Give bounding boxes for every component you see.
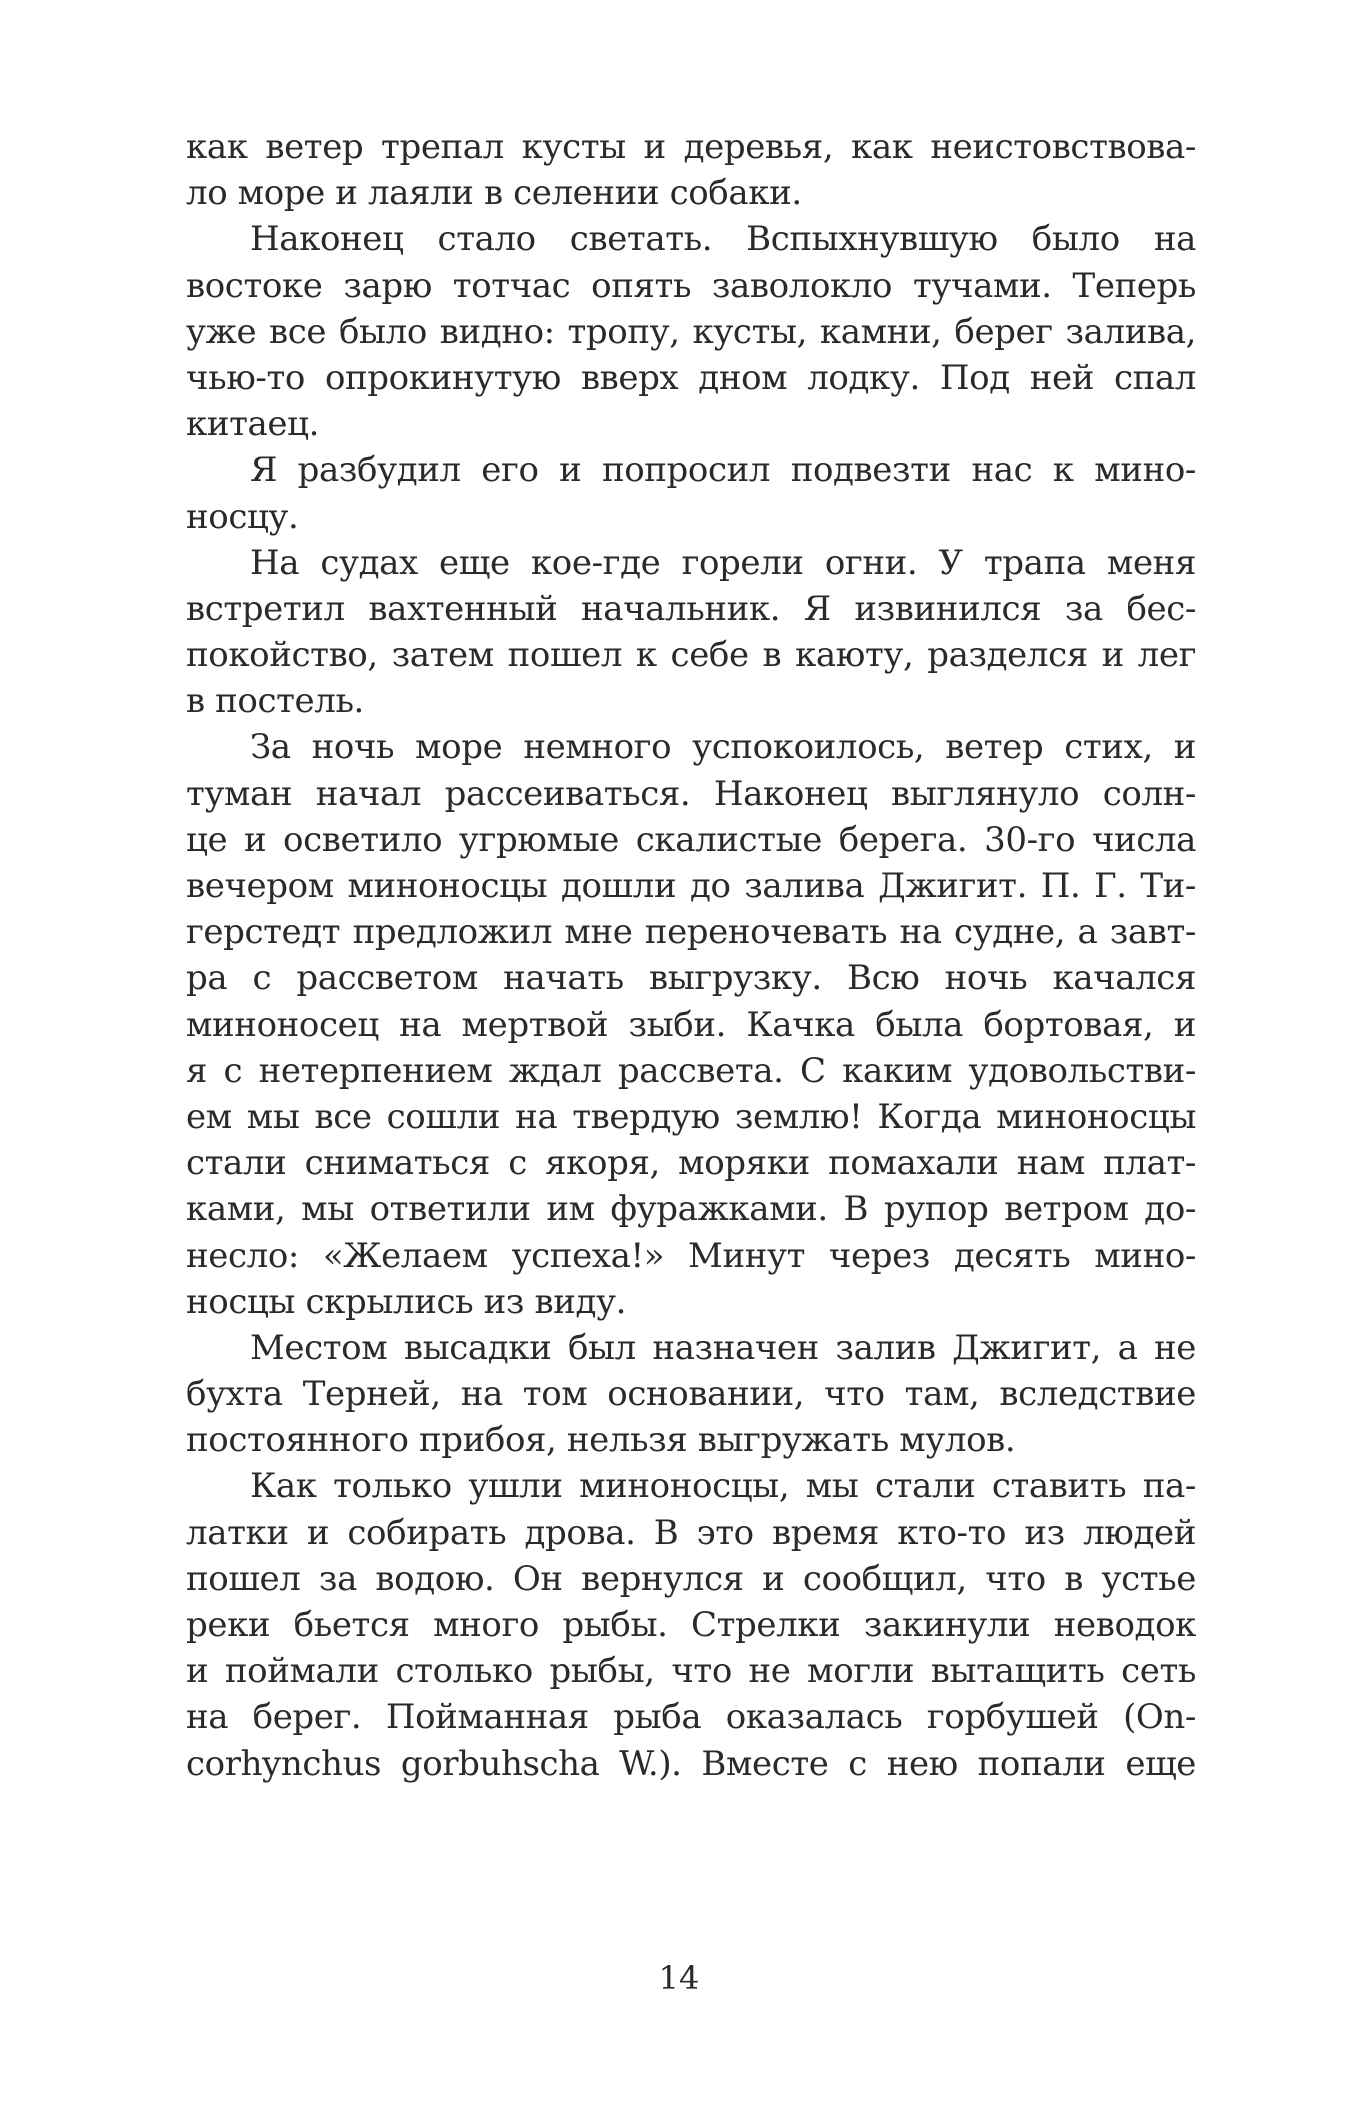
text-line: На судах еще кое-где горели огни. У трапа меня xyxy=(250,542,1196,583)
text-line: носцы скрылись из виду. xyxy=(186,1281,627,1322)
text-line: на берег. Пойманная рыба оказалась горбушей (On- xyxy=(186,1697,1196,1738)
text-line: Я разбудил его и попросил подвезти нас к мино- xyxy=(250,450,1196,491)
text-line: вечером миноносцы дошли до залива Джигит. П. Г. Ти- xyxy=(186,866,1196,906)
text-line: За ночь море немного успокоилось, ветер стих, и xyxy=(250,727,1196,768)
text-line: ками, мы ответили им фуражками. В рупор ветром до- xyxy=(186,1189,1196,1230)
text-line: туман начал рассеиваться. Наконец выглянуло солн- xyxy=(186,773,1196,814)
text-line: уже все было видно: тропу, кусты, камни, берег залива, xyxy=(186,311,1196,352)
text-line: Наконец стало светать. Вспыхнувшую было на xyxy=(250,219,1196,260)
text-line: покойство, затем пошел к себе в каюту, разделся и лег xyxy=(186,635,1196,676)
text-line: чью-то опрокинутую вверх дном лодку. Под ней спал xyxy=(186,357,1196,398)
text-line: миноносец на мертвой зыби. Качка была бортовая, и xyxy=(186,1004,1196,1045)
text-line: как ветер трепал кусты и деревья, как неистовствова- xyxy=(186,127,1196,167)
page-number: 14 xyxy=(658,1959,700,1997)
text-line: в постель. xyxy=(186,681,364,722)
text-line: и поймали столько рыбы, что не могли вытащить сеть xyxy=(186,1651,1196,1692)
text-line: востоке зарю тотчас опять заволокло тучами. Теперь xyxy=(186,265,1196,306)
text-line: ем мы все сошли на твердую землю! Когда миноносцы xyxy=(186,1096,1196,1137)
text-line: corhynchus gorbuhscha W.). Вместе с нею попали еще xyxy=(186,1743,1196,1784)
text-line: Местом высадки был назначен залив Джигит, а не xyxy=(250,1327,1196,1368)
text-line: стали сниматься с якоря, моряки помахали нам плат- xyxy=(186,1143,1196,1184)
text-line: ло море и лаяли в селении собаки. xyxy=(186,173,802,214)
text-line: китаец. xyxy=(186,404,319,445)
text-line: постоянного прибоя, нельзя выгружать мулов. xyxy=(186,1420,1016,1461)
text-line: несло: «Желаем успеха!» Минут через десять мино- xyxy=(186,1235,1196,1276)
text-line: я с нетерпением ждал рассвета. С каким удовольстви- xyxy=(186,1050,1196,1091)
text-line: носцу. xyxy=(186,496,299,537)
text-line: ра с рассветом начать выгрузку. Всю ночь качался xyxy=(186,958,1196,999)
text-line: бухта Терней, на том основании, что там, вследствие xyxy=(186,1374,1196,1415)
text-line: Как только ушли миноносцы, мы стали ставить па- xyxy=(250,1466,1196,1507)
body-text xyxy=(186,124,1196,1787)
text-line: це и осветило угрюмые скалистые берега. 30-го числа xyxy=(186,819,1196,860)
text-line: реки бьется много рыбы. Стрелки закинули неводок xyxy=(186,1605,1196,1645)
text-line: герстедт предложил мне переночевать на судне, а завт- xyxy=(186,912,1196,953)
text-line: латки и собирать дрова. В это время кто-то из людей xyxy=(186,1512,1196,1553)
text-line: встретил вахтенный начальник. Я извинился за бес- xyxy=(186,588,1196,629)
text-line: пошел за водою. Он вернулся и сообщил, что в устье xyxy=(186,1558,1196,1599)
